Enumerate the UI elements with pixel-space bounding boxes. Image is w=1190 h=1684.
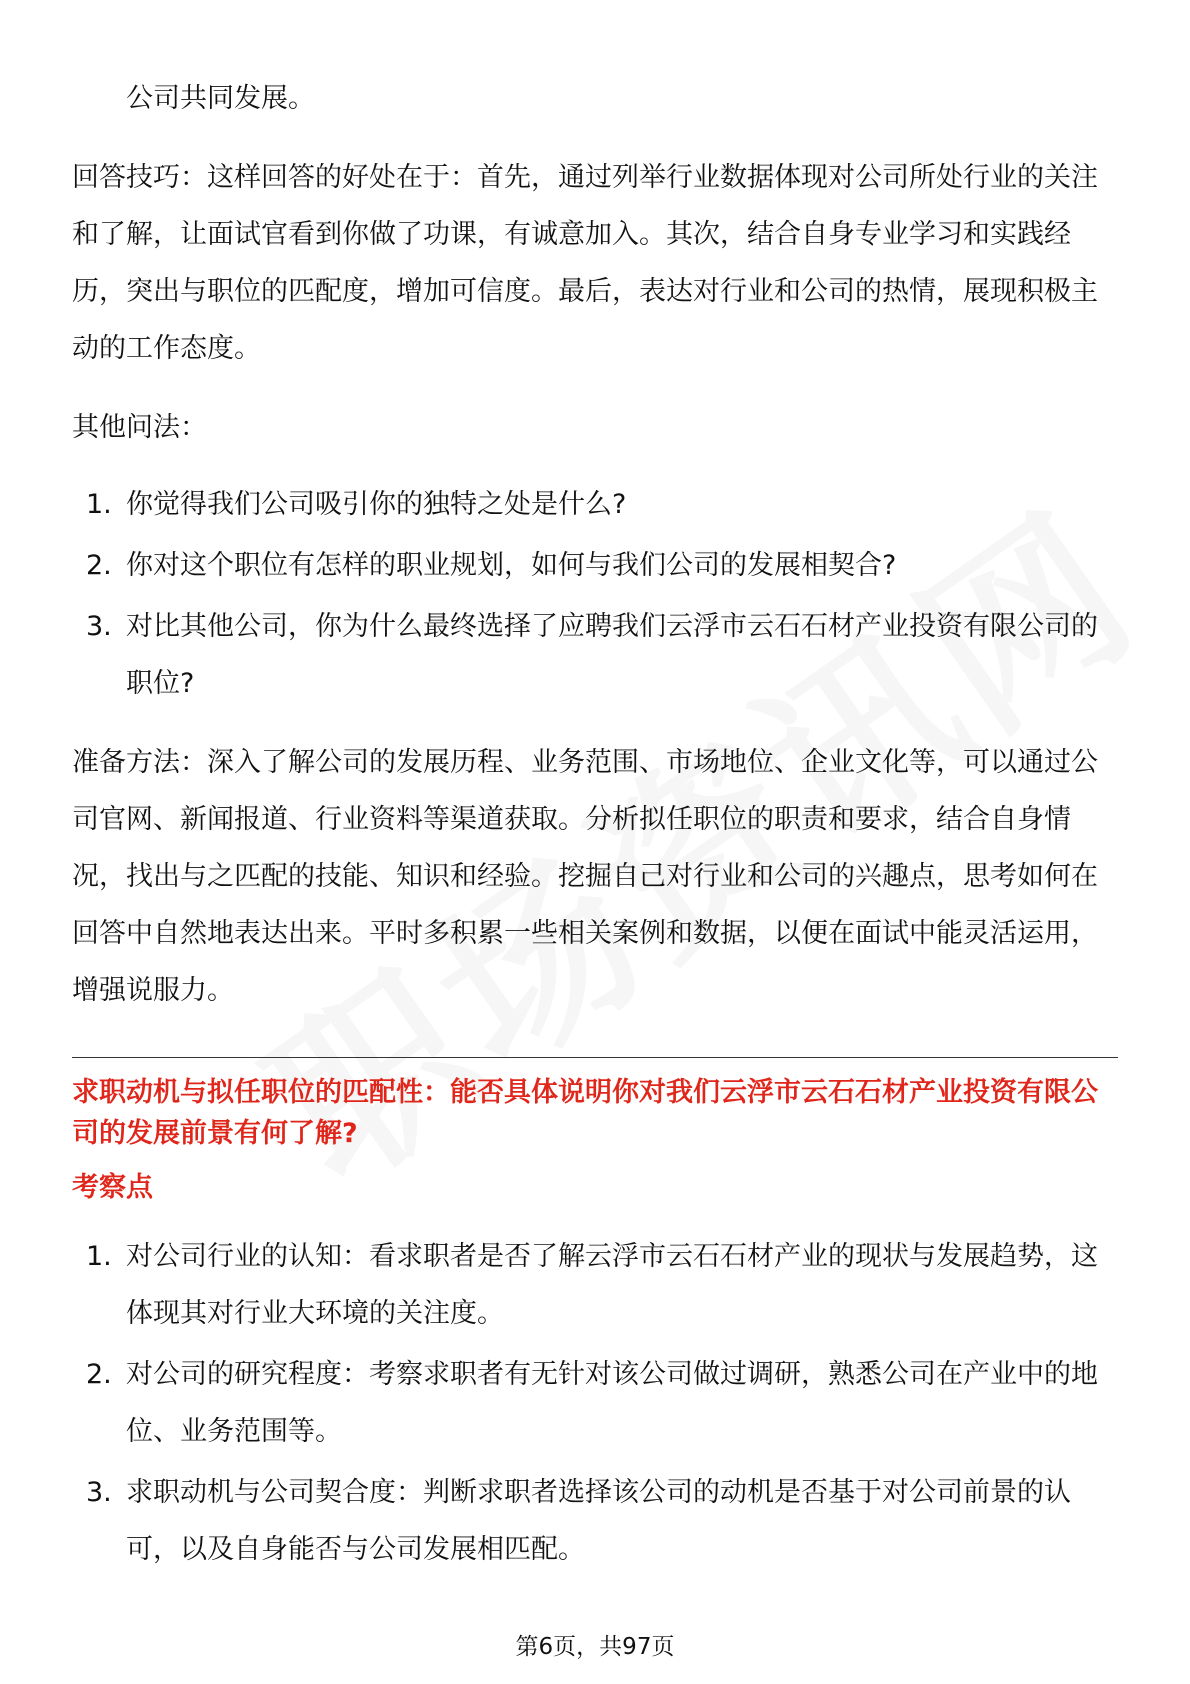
question-subheading: 考察点 (72, 1172, 153, 1203)
list-item (72, 598, 1118, 712)
other-questions-label: 其他问法： (72, 412, 207, 443)
list-item-text: 对公司的研究程度：考察求职者有无针对该公司做过调研，熟悉公司在产业中的地位、业务范围等。 (126, 1359, 1098, 1447)
intro-line: 公司共同发展。 (126, 83, 315, 114)
list-item-text: 你对这个职位有怎样的职业规划，如何与我们公司的发展相契合? (126, 550, 897, 581)
list-item (72, 1464, 1118, 1578)
section-divider (72, 1057, 1118, 1058)
answer-tip-paragraph (72, 149, 1118, 377)
list-item-text: 求职动机与公司契合度：判断求职者选择该公司的动机是否基于对公司前景的认可，以及自身能否与公司发展相匹配。 (126, 1477, 1071, 1565)
page-content (72, 70, 1118, 1582)
answer-tip-text: 这样回答的好处在于：首先，通过列举行业数据体现对公司所处行业的关注和了解，让面试官看到你做了功课，有诚意加入。其次，结合自身专业学习和实践经历，突出与职位的匹配度，增加可信度。最后，表达对行业和公司的热情，展现积极主动的工作态度。 (72, 162, 1098, 364)
prep-method-label: 准备方法： (72, 747, 207, 778)
answer-tip-label: 回答技巧： (72, 162, 207, 193)
list-item-number: 2. (86, 550, 112, 581)
list-item-number: 3. (86, 611, 112, 642)
list-item-number: 1. (86, 1241, 112, 1272)
list-item (72, 476, 1118, 533)
question-heading: 求职动机与拟任职位的匹配性：能否具体说明你对我们云浮市云石石材产业投资有限公司的发展前景有何了解? (72, 1077, 1098, 1149)
list-item-text: 对比其他公司，你为什么最终选择了应聘我们云浮市云石石材产业投资有限公司的职位? (126, 611, 1098, 699)
prep-method-paragraph (72, 734, 1118, 1019)
list-item-text: 对公司行业的认知：看求职者是否了解云浮市云石石材产业的现状与发展趋势，这体现其对行业大环境的关注度。 (126, 1241, 1098, 1329)
prep-method-text: 深入了解公司的发展历程、业务范围、市场地位、企业文化等，可以通过公司官网、新闻报道、行业资料等渠道获取。分析拟任职位的职责和要求，结合自身情况，找出与之匹配的技能、知识和经验。挖掘自己对行业和公司的兴趣点，思考如何在回答中自然地表达出来。平时多积累一些相关案例和数据，以便在面试中能灵活运用，增强说服力。 (72, 747, 1098, 1006)
list-item-number: 2. (86, 1359, 112, 1390)
list-item (72, 1346, 1118, 1460)
other-questions-list (72, 476, 1118, 712)
assessment-points-list (72, 1228, 1118, 1578)
list-item-text: 你觉得我们公司吸引你的独特之处是什么? (126, 489, 627, 520)
list-item (72, 537, 1118, 594)
list-item-number: 1. (86, 489, 112, 520)
list-item-number: 3. (86, 1477, 112, 1508)
list-item (72, 1228, 1118, 1342)
page-number-footer: 第6页，共97页 (515, 1634, 675, 1660)
